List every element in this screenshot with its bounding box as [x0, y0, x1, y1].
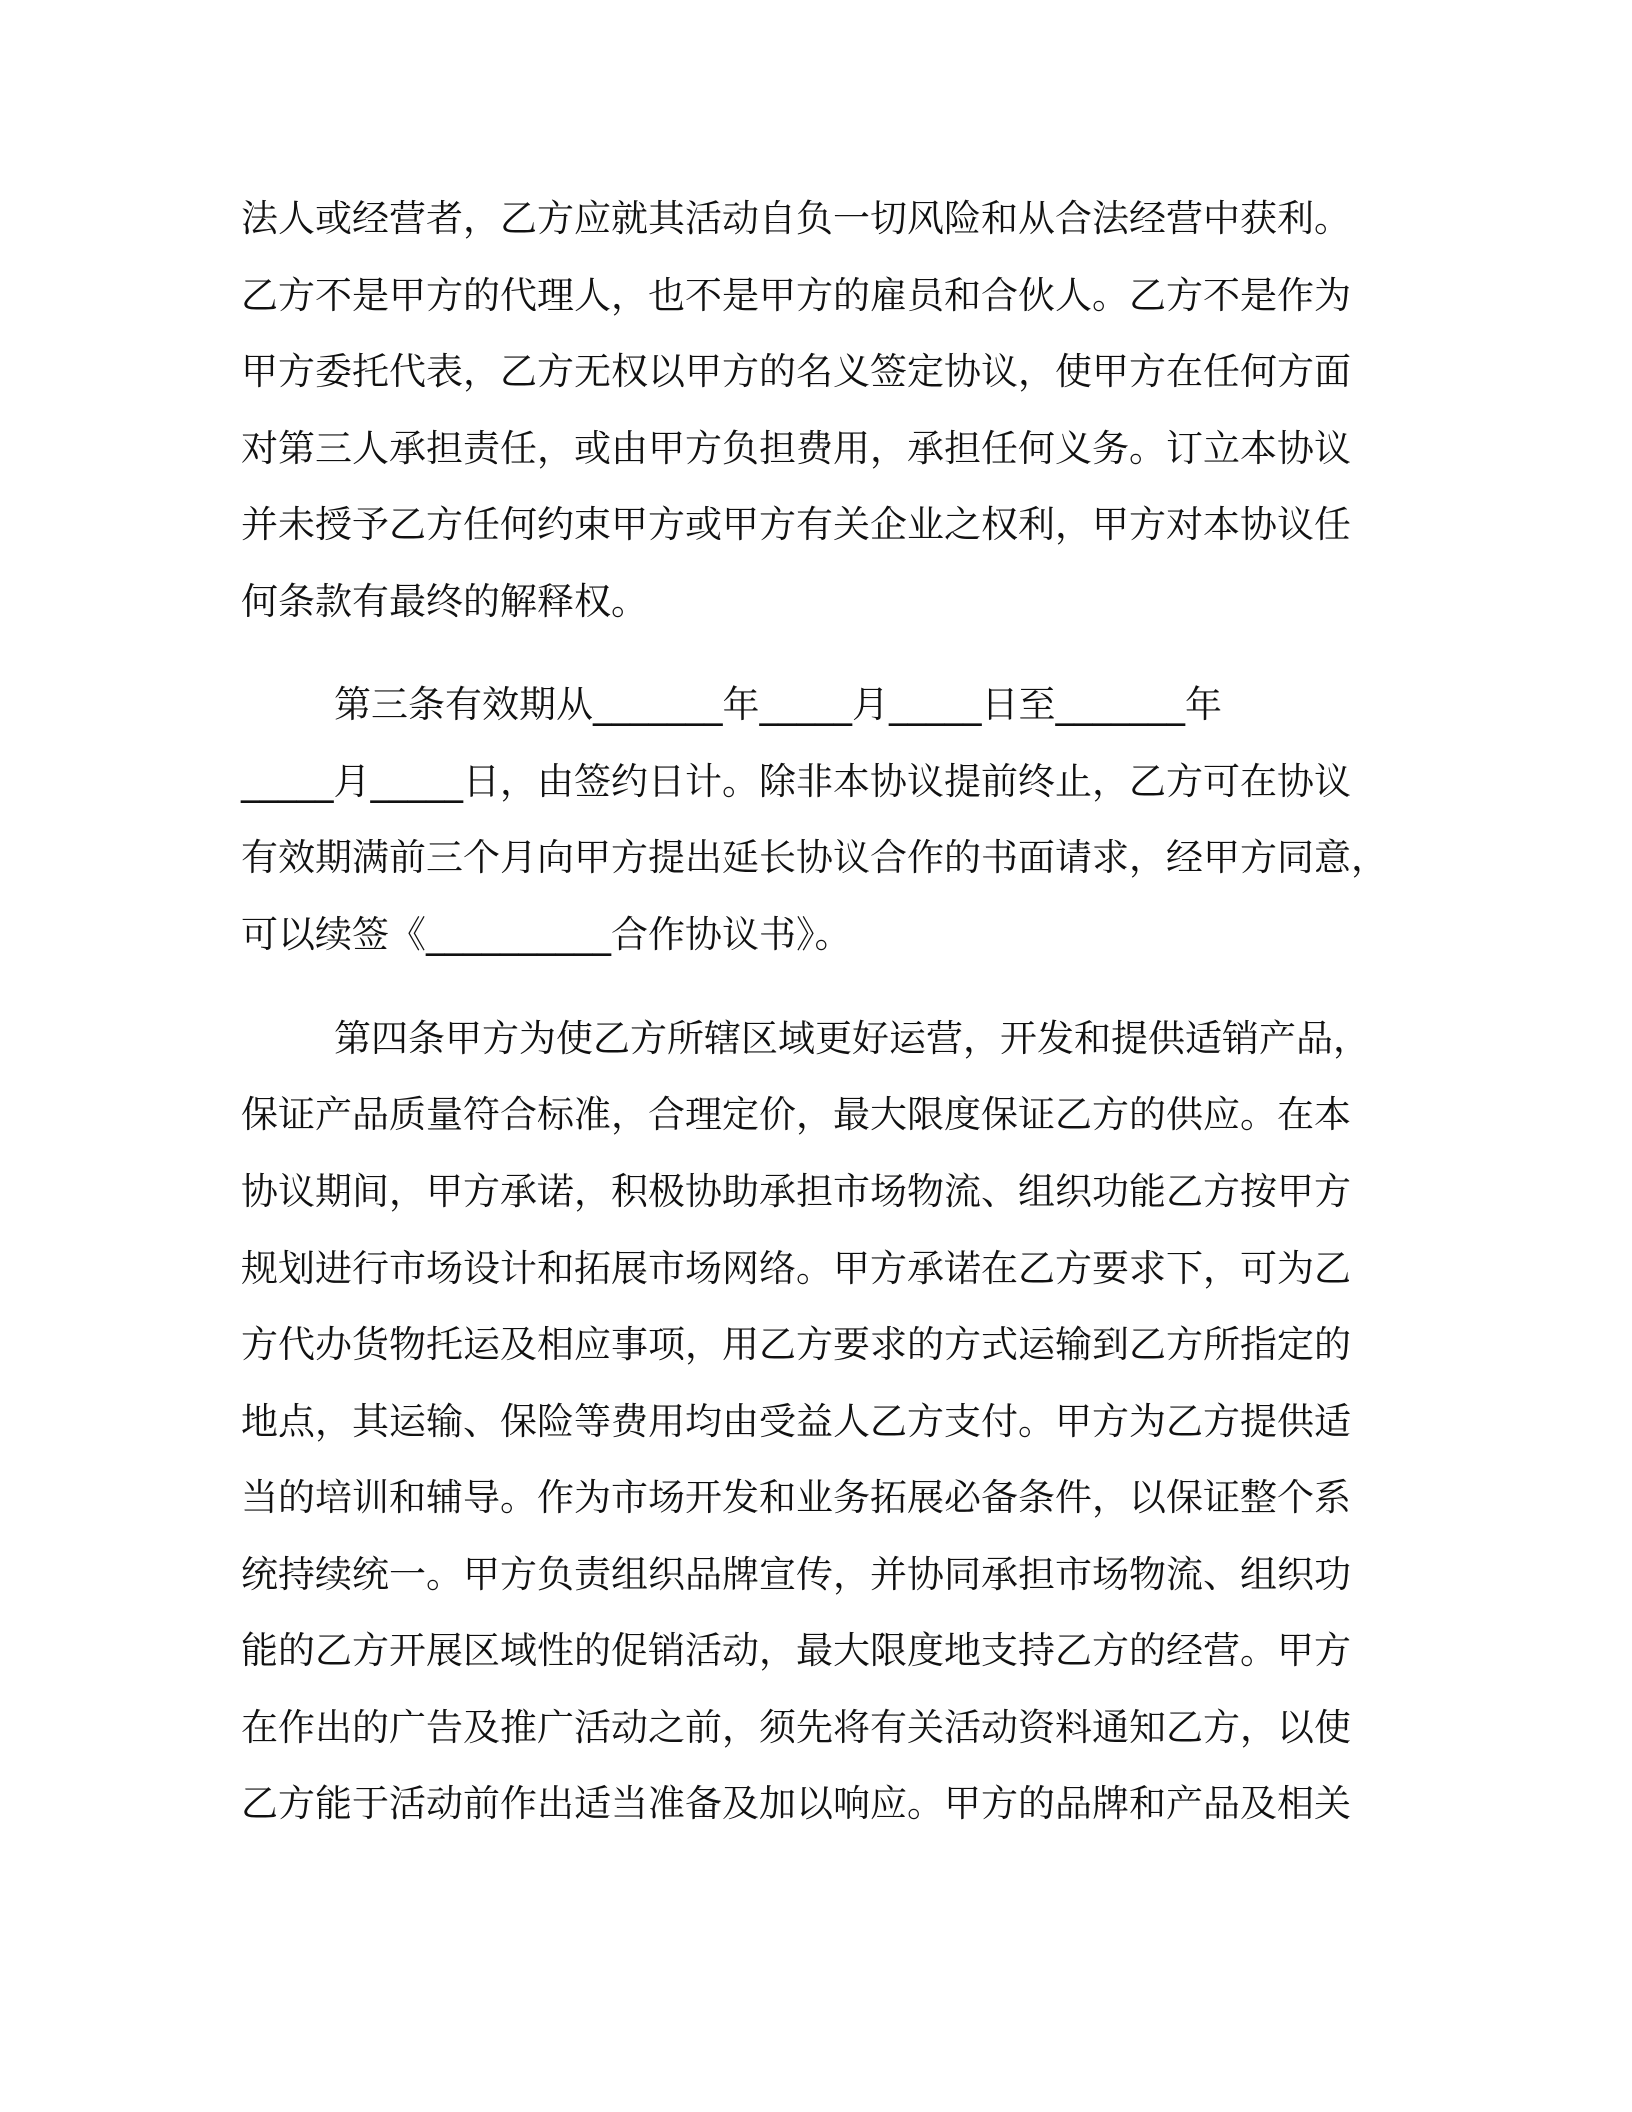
paragraph-1-line-3: 甲方委托代表，乙方无权以甲方的名义签定协议，使甲方在任何方面: [241, 350, 1351, 393]
article-4-line-10: 在作出的广告及推广活动之前，须先将有关活动资料通知乙方，以使: [241, 1706, 1351, 1749]
article-4-line-11: 乙方能于活动前作出适当准备及加以响应。甲方的品牌和产品及相关: [241, 1782, 1351, 1825]
paragraph-1-line-5: 并未授予乙方任何约束甲方或甲方有关企业之权利，甲方对本协议任: [241, 503, 1351, 546]
article-4-line-2: 保证产品质量符合标准，合理定价，最大限度保证乙方的供应。在本: [241, 1093, 1351, 1136]
article-4-line-3: 协议期间，甲方承诺，积极协助承担市场物流、组织功能乙方按甲方: [241, 1170, 1351, 1213]
article-4-line-8: 统持续统一。甲方负责组织品牌宣传，并协同承担市场物流、组织功: [241, 1553, 1351, 1596]
article-4-line-9: 能的乙方开展区域性的促销活动，最大限度地支持乙方的经营。甲方: [241, 1629, 1351, 1672]
article-3-line-2: _____月_____日，由签约日计。除非本协议提前终止，乙方可在协议: [241, 760, 1351, 803]
paragraph-1-line-6: 何条款有最终的解释权。: [241, 580, 648, 623]
article-4-line-4: 规划进行市场设计和拓展市场网络。甲方承诺在乙方要求下，可为乙: [241, 1247, 1351, 1290]
paragraph-1-line-4: 对第三人承担责任，或由甲方负担费用，承担任何义务。订立本协议: [241, 427, 1351, 470]
article-4-line-6: 地点，其运输、保险等费用均由受益人乙方支付。甲方为乙方提供适: [241, 1400, 1351, 1443]
paragraph-1-line-1: 法人或经营者，乙方应就其活动自负一切风险和从合法经营中获利。: [241, 197, 1351, 240]
article-3-line-1: 第三条有效期从_______年_____月_____日至_______年: [334, 683, 1222, 726]
paragraph-1-line-2: 乙方不是甲方的代理人，也不是甲方的雇员和合伙人。乙方不是作为: [241, 274, 1351, 317]
article-3-line-3: 有效期满前三个月向甲方提出延长协议合作的书面请求，经甲方同意，: [241, 836, 1388, 879]
article-4-line-7: 当的培训和辅导。作为市场开发和业务拓展必备条件，以保证整个系: [241, 1476, 1351, 1519]
article-3-line-4: 可以续签《__________合作协议书》。: [241, 913, 852, 956]
article-4-line-5: 方代办货物托运及相应事项，用乙方要求的方式运输到乙方所指定的: [241, 1323, 1351, 1366]
article-4-line-1: 第四条甲方为使乙方所辖区域更好运营，开发和提供适销产品，: [334, 1017, 1370, 1060]
